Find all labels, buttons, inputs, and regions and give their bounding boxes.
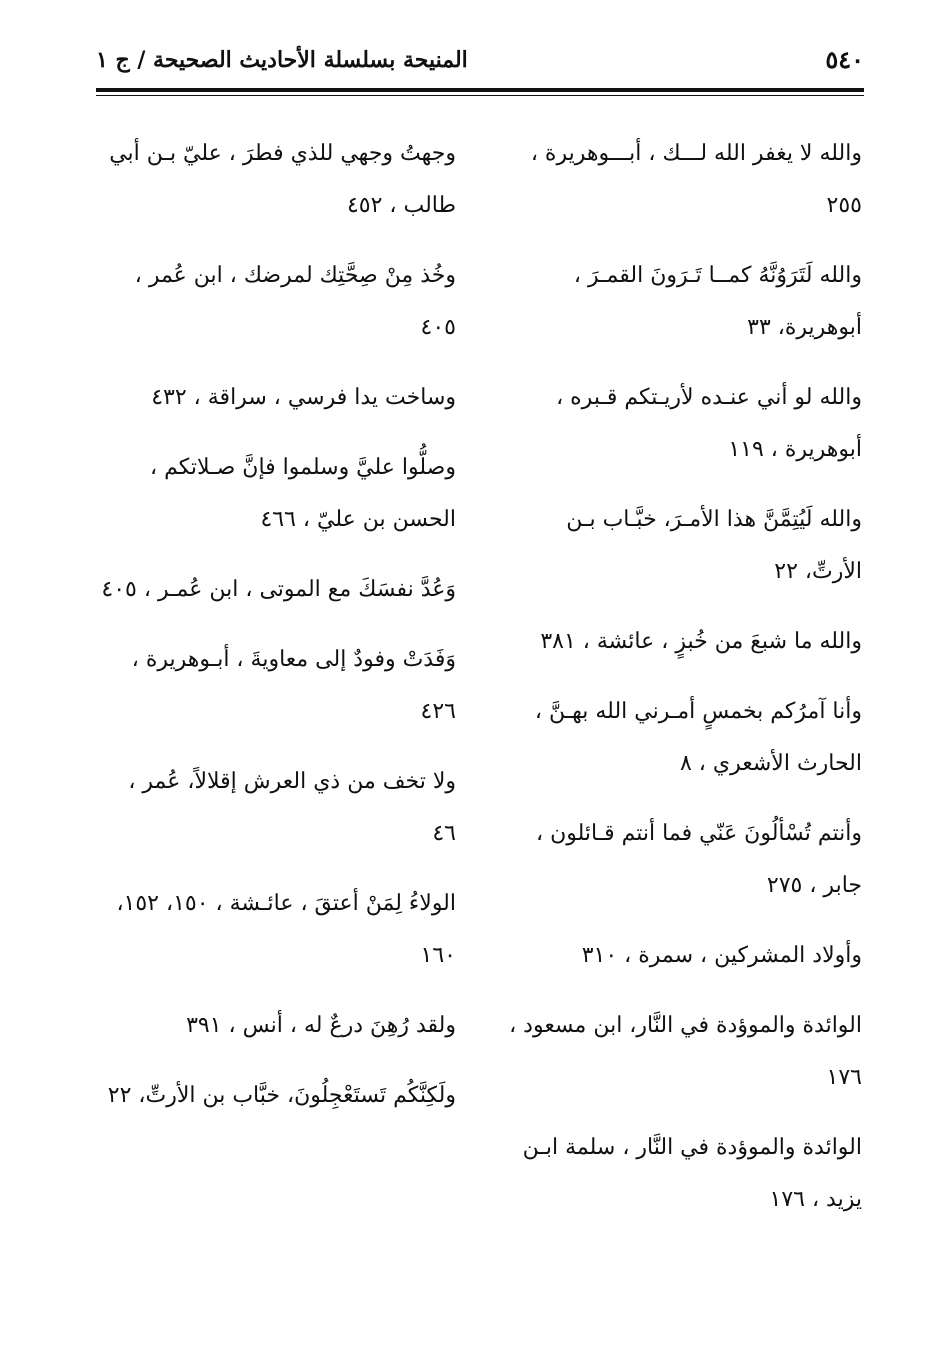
index-entry-text: وَفَدَتْ وفودٌ إلى معاويةَ ، أبـوهريرة ، ٤٢٦ (131, 647, 456, 724)
index-entry-text: والله لا يغفر الله لـــك ، أبـــوهريرة ، ٢٥٥ (530, 141, 862, 218)
index-entry-text: ولقد رُهِنَ درعٌ له ، أنس ، ٣٩١ (186, 1013, 456, 1038)
index-entry-text: الوائدة والموؤدة في النَّار ، سلمة ابـن يزيد ، ١٧٦ (522, 1135, 862, 1212)
index-entry (100, 442, 456, 546)
page-number: ٥٤٠ (825, 45, 864, 74)
index-entry-text: والله ما شبعَ من خُبزٍ ، عائشة ، ٣٨١ (540, 629, 862, 654)
index-entry-text: الولاءُ لِمَنْ أعتقَ ، عائـشة ، ١٥٠، ١٥٢، ١٦٠ (116, 891, 456, 968)
index-entry-text: والله لو أني عنـده لأريـتكم قـبره ، أبوهريرة ، ١١٩ (556, 385, 862, 462)
index-entry (506, 616, 862, 668)
index-entry-text: وخُذ مِنْ صِحَّتِك لمرضك ، ابن عُمر ، ٤٠٥ (134, 263, 456, 340)
index-entry-text: والله لَتَرَوُنَّهُ كمــا تَـرَونَ القمـرَ ، أبوهريرة، ٣٣ (573, 263, 862, 340)
index-entry (506, 930, 862, 982)
index-entry-text: وأنتم تُسْألُونَ عَنّي فما أنتم قـائلون ، جابر ، ٢٧٥ (535, 821, 862, 898)
page-header (96, 40, 864, 80)
index-entry (506, 372, 862, 476)
index-entry (506, 1000, 862, 1104)
index-entry (100, 372, 456, 424)
index-column-left (100, 128, 456, 1140)
index-entry-text: ولَكِنَّكُم تَستَعْجِلُونَ، خبَّاب بن الأرتِّ، ٢٢ (107, 1083, 456, 1108)
index-entry (100, 1070, 456, 1122)
index-entry (506, 494, 862, 598)
index-entry-text: وساخت يدا فرسي ، سراقة ، ٤٣٢ (151, 385, 456, 410)
index-entry (100, 1000, 456, 1052)
index-entry-text: وأولاد المشركين ، سمرة ، ٣١٠ (581, 943, 862, 968)
index-entry-text: ولا تخف من ذي العرش إقلالاً، عُمر ، ٤٦ (128, 769, 456, 846)
index-entry (100, 564, 456, 616)
index-entry-text: الوائدة والموؤدة في النَّار، ابن مسعود ، ١٧٦ (509, 1013, 862, 1090)
index-column-right (506, 128, 862, 1244)
index-entry (506, 686, 862, 790)
index-entry (100, 756, 456, 860)
index-entry (100, 128, 456, 232)
index-entry (506, 808, 862, 912)
running-title: المنيحة بسلسلة الأحاديث الصحيحة / ج ١ (96, 47, 468, 73)
index-entry (506, 128, 862, 232)
index-entry (100, 250, 456, 354)
index-entry-text: والله لَيُتِمَّنَّ هذا الأمـرَ، خبَّـاب بـن الأرتِّ، ٢٢ (566, 507, 862, 584)
index-entry (100, 878, 456, 982)
index-entry-text: وجهتُ وجهي للذي فطرَ ، عليّ بـن أبي طالب ، ٤٥٢ (109, 141, 456, 218)
header-rule-thin (96, 95, 864, 96)
index-entry (506, 250, 862, 354)
index-entry-text: وَعُدَّ نفسَكَ مع الموتى ، ابن عُمـر ، ٤٠٥ (101, 577, 456, 602)
index-entry-text: وأنا آمرُكم بخمسٍ أمـرني الله بهـنَّ ، الحارث الأشعري ، ٨ (534, 699, 862, 776)
index-entry (100, 634, 456, 738)
index-entry-text: وصلُّوا عليَّ وسلموا فإنَّ صـلاتكم ، الحسن بن عليّ ، ٤٦٦ (150, 455, 456, 532)
index-entry (506, 1122, 862, 1226)
header-rule-thick (96, 88, 864, 92)
